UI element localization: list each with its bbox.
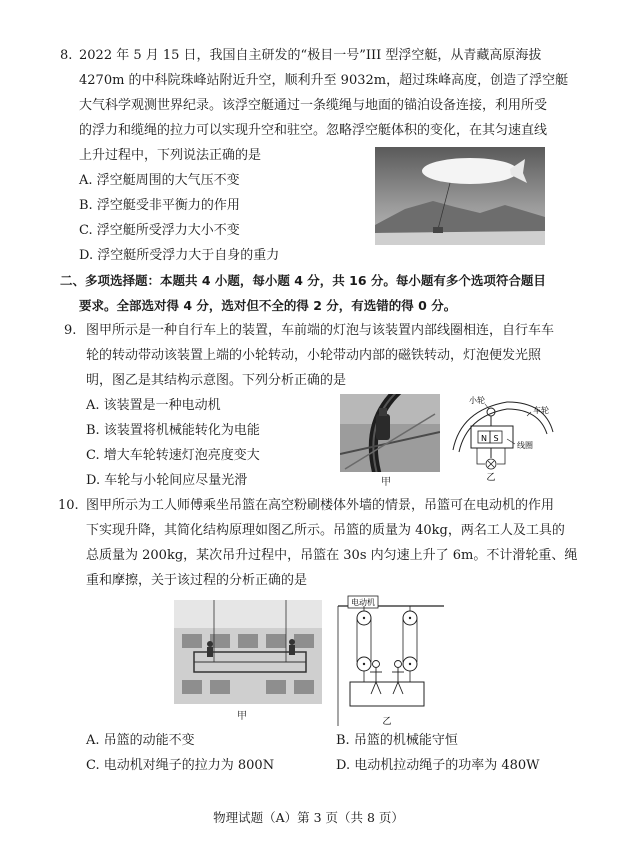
motor-label: 电动机 — [351, 598, 375, 607]
q8-line: 2022 年 5 月 15 日，我国自主研发的“极目一号”III 型浮空艇，从青藏高原海拔 — [79, 48, 542, 63]
q10-line: 重和摩擦，关于该过程的分析正确的是 — [86, 573, 308, 588]
section2-heading: 二、多项选择题：本题共 4 小题，每小题 4 分，共 16 分。每小题有多个选项符合题目 — [60, 273, 546, 288]
q10-option-a: A. 吊篮的动能不变 — [86, 733, 195, 748]
magnet-s-label: S — [493, 434, 499, 443]
q10-option-c: C. 电动机对绳子的拉力为 800N — [86, 758, 275, 773]
small-wheel-label: 小轮 — [469, 396, 485, 405]
q10-line: 图甲所示为工人师傅乘坐吊篮在高空粉刷楼体外墙的情景，吊篮可在电动机的作用 — [86, 498, 555, 513]
q9-caption-yi: 乙 — [486, 473, 496, 482]
q10-line: 总质量为 200kg，某次吊升过程中，吊篮在 30s 内匀速上升了 6m。不计滑轮重、绳 — [86, 548, 578, 563]
q9-line: 明，图乙是其结构示意图。下列分析正确的是 — [86, 373, 347, 388]
airship-photo — [375, 147, 545, 245]
q8-option-b: B. 浮空艇受非平衡力的作用 — [79, 198, 240, 213]
q9-option-a: A. 该装置是一种电动机 — [86, 398, 221, 413]
q8-number: 8. — [60, 48, 73, 63]
wheel-label: 车轮 — [533, 406, 549, 415]
q8-option-a: A. 浮空艇周围的大气压不变 — [79, 173, 240, 188]
section2-heading-cont: 要求。全部选对得 4 分，选对但不全的得 2 分，有选错的得 0 分。 — [79, 298, 457, 313]
q9-caption-jia: 甲 — [381, 477, 391, 488]
q8-option-c: C. 浮空艇所受浮力大小不变 — [79, 223, 240, 238]
q8-line: 的浮力和缆绳的拉力可以实现升空和驻空。忽略浮空艇体积的变化，在其匀速直线 — [79, 123, 548, 138]
q10-number: 10. — [58, 498, 79, 513]
q8-line: 4270m 的中科院珠峰站附近升空，顺利升至 9032m，超过珠峰高度，创造了浮空艇 — [79, 73, 569, 88]
q8-option-d: D. 浮空艇所受浮力大于自身的重力 — [79, 248, 280, 263]
magnet-n-label: N — [481, 434, 487, 443]
q10-caption-jia: 甲 — [237, 711, 247, 722]
gondola-photo — [174, 600, 322, 704]
q9-line: 轮的转动带动该装置上端的小轮转动，小轮带动内部的磁铁转动，灯泡便发光照 — [86, 348, 542, 363]
q9-number: 9. — [64, 323, 77, 338]
q10-option-d: D. 电动机拉动绳子的功率为 480W — [336, 758, 540, 773]
q9-option-b: B. 该装置将机械能转化为电能 — [86, 423, 260, 438]
bicycle-dynamo-photo — [340, 394, 440, 472]
q9-line: 图甲所示是一种自行车上的装置，车前端的灯泡与该装置内部线圈相连，自行车车 — [86, 323, 555, 338]
dynamo-structure-diagram — [447, 392, 557, 482]
q9-option-c: C. 增大车轮转速灯泡亮度变大 — [86, 448, 260, 463]
q9-option-d: D. 车轮与小轮间应尽量光滑 — [86, 473, 248, 488]
pulley-structure-diagram — [336, 592, 446, 728]
q10-line: 下实现升降，其简化结构原理如图乙所示。吊篮的质量为 40kg，两名工人及工具的 — [86, 523, 565, 538]
q8-line: 上升过程中，下列说法正确的是 — [79, 148, 262, 163]
q8-line: 大气科学观测世界纪录。该浮空艇通过一条缆绳与地面的锚泊设备连接，利用所受 — [79, 98, 548, 113]
page-footer: 物理试题（A）第 3 页（共 8 页） — [213, 810, 404, 825]
coil-label: 线圈 — [517, 441, 533, 450]
q10-caption-yi: 乙 — [382, 717, 392, 727]
q10-option-b: B. 吊篮的机械能守恒 — [336, 733, 458, 748]
